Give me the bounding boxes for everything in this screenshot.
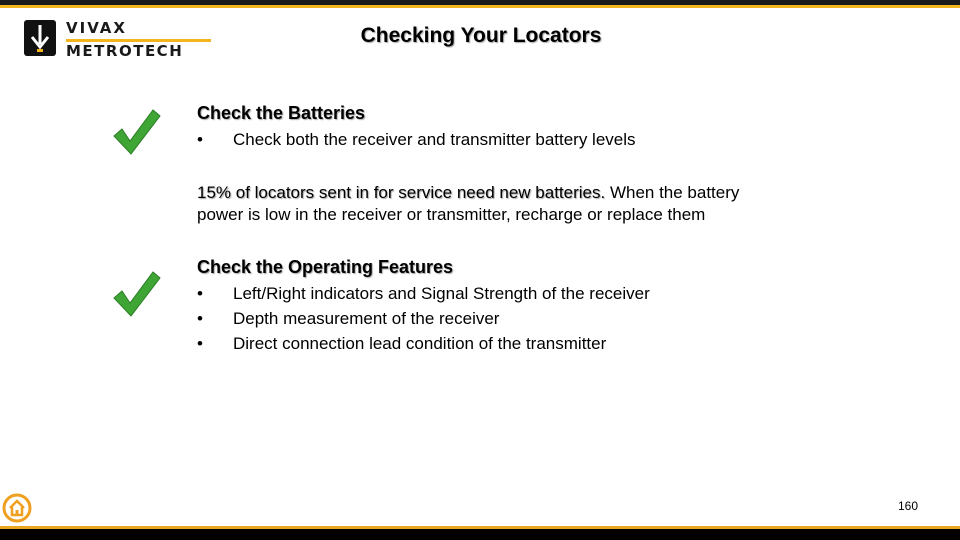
bullet-text: Direct connection lead condition of the transmitter [233,334,607,353]
bullet-marker: • [197,334,203,353]
battery-note-highlight: 15% of locators sent in for service need new batteries. [197,183,606,202]
slide-title: Checking Your Locators [360,24,602,47]
bullet-marker: • [197,130,203,149]
section-heading-batteries: Check the Batteries [197,103,366,123]
battery-note-line1: When the battery [605,183,740,202]
bullet-text: Check both the receiver and transmitter battery levels [233,130,636,149]
bullet-marker: • [197,309,203,328]
battery-note-line2: power is low in the receiver or transmitter, recharge or replace them [197,205,706,224]
checkmark-icon [112,270,162,318]
bottom-gold-stripe [0,526,960,529]
bottom-border-bar [0,526,960,540]
battery-note-paragraph [197,182,797,226]
bullet-marker: • [197,284,203,303]
top-border-bar [0,0,960,8]
page-number: 160 [897,499,918,513]
section-heading-operating-features: Check the Operating Features [197,257,454,277]
home-icon[interactable] [2,493,32,523]
logo-text-vivax: VIVAX [66,19,127,37]
top-gold-stripe [0,5,960,8]
checkmark-icon [112,108,162,156]
logo-text-metrotech: METROTECH [66,42,184,60]
bullet-text: Depth measurement of the receiver [233,309,500,328]
bullet-text: Left/Right indicators and Signal Strength of the receiver [233,284,650,303]
